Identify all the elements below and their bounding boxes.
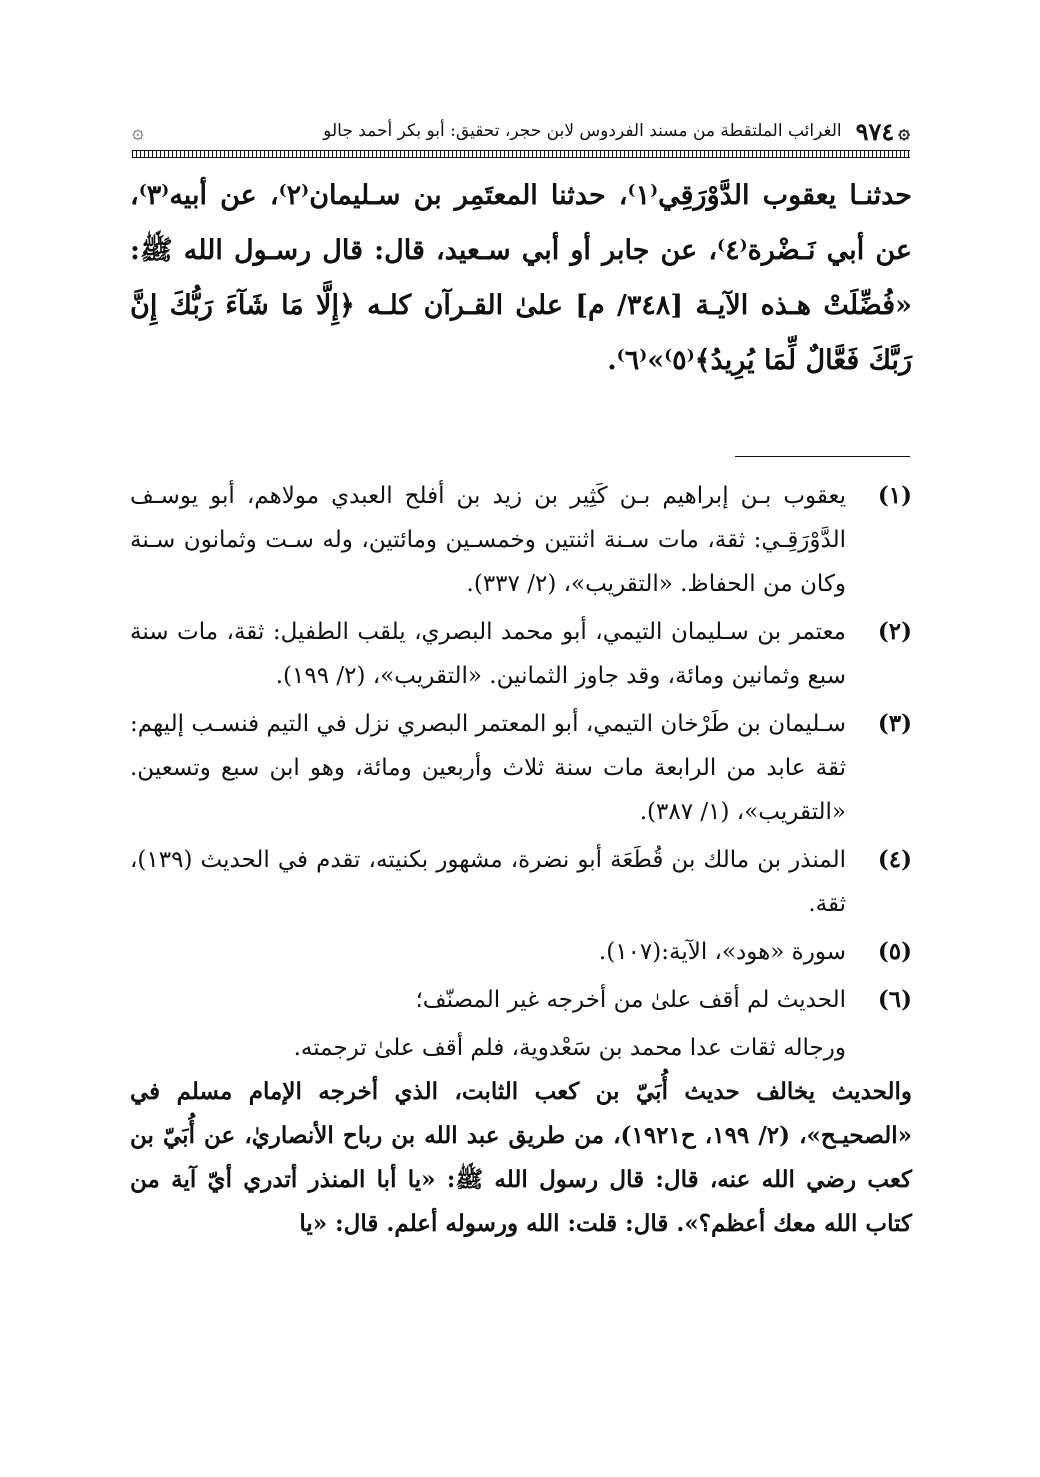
footnote-divider — [735, 456, 910, 457]
footnote-6-continuation-1: ورجاله ثقات عدا محمد بن سَعْدوية، فلم أقف علىٰ ترجمته. — [293, 1035, 846, 1061]
hadith-text: حدثنـا يعقوب الدَّوْرَقِي⁽١⁾، حدثنا المعتَمِر بن سـليمان⁽٢⁾، عن أبيه⁽٣⁾، عن أبي نَـضْرة⁽٤⁾، عن جابر أو أبي سـعيد، قال: قال رسـول الله ﷺ: «فُضِّلَتْ هـذه الآيـة [٣٤٨/ م] علىٰ القـرآن كلـه — [130, 180, 912, 321]
running-title: الغرائب الملتقطة من مسند الفردوس لابن حجر، تحقيق: أبو بكر أحمد جالو — [323, 121, 842, 141]
footnote-5 — [130, 930, 912, 974]
footnote-number: (٣) — [877, 710, 912, 737]
ornament-right-icon: ۞ — [898, 119, 910, 143]
running-header — [132, 112, 910, 150]
page-number: ٩٧٤ — [855, 116, 895, 146]
quran-verse: ﴿إِلَّا مَا شَآءَ رَبُّكَ إِنَّ رَبَّكَ فَعَّالٌ لِّمَا يُرِيدُ﴾ — [130, 290, 912, 376]
footnotes — [130, 474, 912, 1246]
footnote-text: المنذر بن مالك بن قُطَعَة أبو نضرة، مشهور بكنيته، تقدم في الحديث (١٣٩)، ثقة. — [130, 847, 846, 917]
footnote-text: يعقوب بـن إبراهيم بـن كَثِير بن زيد بن أفلح العبدي مولاهم، أبو يوسـف الدَّوْرَقِـي: ثقة، مات سـنة اثنتين وخمسـين ومائتين، وله سـت وثمانون سـنة وكان من الحفاظ. «التقريب»، (٢/ ٣٣٧). — [130, 483, 846, 597]
header-rule — [132, 150, 910, 158]
footnote-1 — [130, 474, 912, 606]
footnote-3 — [130, 702, 912, 834]
footnote-4 — [130, 838, 912, 926]
footnote-text: معتمر بن سـليمان التيمي، أبو محمد البصري، يلقب الطفيل: ثقة، مات سنة سبع وثمانين ومائة، وقد جاوز الثمانين. «التقريب»، (٢/ ١٩٩). — [130, 619, 846, 689]
hadith-paragraph — [130, 168, 912, 388]
footnote-6 — [130, 978, 912, 1022]
footnote-number: (٤) — [877, 846, 912, 873]
footnote-number: (٢) — [877, 618, 912, 645]
footnote-number: (٥) — [877, 938, 912, 965]
footnote-number: (١) — [877, 482, 912, 509]
footnote-number: (٦) — [877, 986, 912, 1013]
footnote-2 — [130, 610, 912, 698]
page-number-block — [856, 117, 910, 146]
main-text — [130, 168, 912, 388]
ornament-left-icon: ۞ — [132, 119, 144, 143]
footnote-text: سـليمان بن طَرْخان التيمي، أبو المعتمر البصري نزل في التيم فنسـب إليهم: ثقة عابد من الرابعة مات سنة ثلاث وأربعين ومائة، وهو ابن سبع وتسعين. «التقريب»، (١/ ٣٨٧). — [130, 711, 846, 825]
footnote-6-continuation-2: والحديث يخالف حديث أُبَيّ بن كعب الثابت، الذي أخرجه الإمام مسلم في «الصحيـح»، (٢/ ١٩٩، ح١٩٢١)، من طريق عبد الله بن رباح الأنصاريٰ، عن أُبَيّ بن كعب رضي الله عنه، قال: قال رسول الله ﷺ: «يا أبا المنذر أتدري أيّ آية من كتاب الله معك أعظم؟». قال: قلت: الله ورسوله أعلم. قال: «يا — [130, 1078, 912, 1237]
footnote-text: سورة «هود»، الآية:(١٠٧). — [598, 939, 846, 965]
hadith-ending: ⁽٥⁾»⁽٦⁾. — [607, 345, 695, 376]
footnote-text: الحديث لم أقف علىٰ من أخرجه غير المصنّف؛ — [415, 987, 846, 1013]
